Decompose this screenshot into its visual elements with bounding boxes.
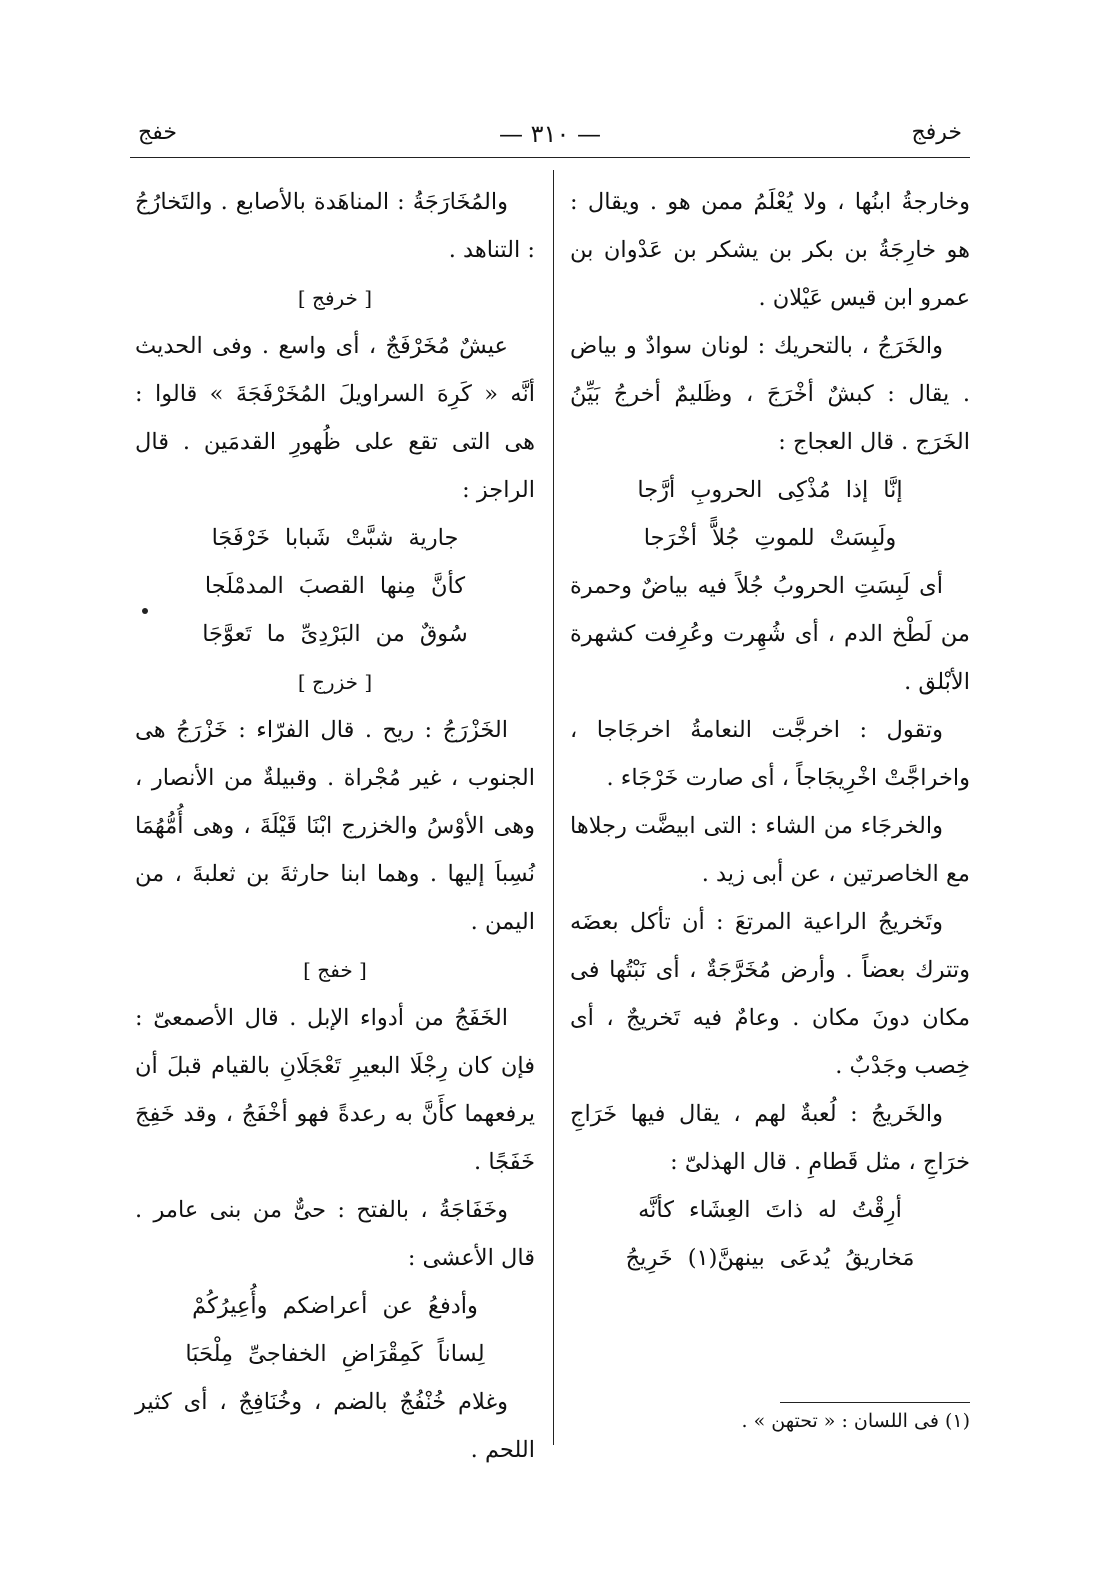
right-column-paragraph: أى لَبِسَتِ الحروبُ جُلاً فيه بياضٌ وحمرة من لَطْخ الدم ، أى شُهِرت وعُرِفت كشهرة الأبْلق .	[570, 573, 970, 695]
footnote: (١) فى اللسان : « تحتهن » .	[741, 1410, 970, 1432]
right-column-paragraph: وتقول : اخرجَّت النعامةُ اخرجَاجا ، واخراجَّتْ اخْرِيجَاجاً ، أى صارت خَرْجَاء .	[570, 717, 970, 791]
right-column-verse-line: إنَّا إذا مُذْكِى الحروبِ أرَّجا	[637, 477, 903, 503]
left-column-entry-heading: [ خفج ]	[303, 958, 367, 982]
left-column-entry-heading: [ خزرج ]	[297, 670, 373, 694]
left-column-paragraph: وغلام خُنْفُجٌ بالضم ، وخُنَافِجٌ ، أى كثير اللحم .	[135, 1389, 535, 1463]
left-column-verse-line: وأدفعُ عن أعراضكم وأُعِيرُكُمْ	[192, 1293, 478, 1319]
left-column-paragraph: والمُخَارَجَةُ : المناهَدة بالأصابع . والتَخارُجُ : التناهد .	[135, 189, 535, 263]
right-column-verse-line: ولَبِسَتْ للموتِ جُلاًّ أخْرَجا	[643, 525, 897, 551]
right-column-verse-line: مَخاريقُ يُدعَى بينهنَّ(١) خَرِيجُ	[625, 1245, 915, 1271]
margin-dot	[142, 608, 148, 614]
footnote-rule	[780, 1402, 970, 1403]
left-column-verse-line: سُوقٌ من البَرْدِىِّ ما تَعوَّجَا	[202, 621, 468, 647]
right-column-verse-line: أرِقْتُ له ذاتَ العِشَاء كأنَّه	[638, 1197, 902, 1223]
header-rule	[130, 157, 970, 158]
left-column-paragraph: الخَزْرَجُ : ريح . قال الفرّاء : خَزْرَجُ هى الجنوب ، غير مُجْراة . وقبيلةٌ من الأنصار ، وهى الأوْسُ والخزرج ابْنَا قَيْلَةَ ، وهى أُمُّهُمَا نُسِباَ إليها . وهما ابنا حارثةَ بن ثعلبةَ ، من اليمن .	[135, 717, 535, 935]
running-head-right: خرفج	[911, 120, 962, 145]
left-column	[135, 178, 535, 1474]
left-column-verse-line: كأنَّ مِنها القصبَ المدمْلَجا	[204, 573, 466, 599]
right-column-paragraph: وتَخريجُ الراعية المرتعَ : أن تأكل بعضَه وتترك بعضاً . وأرض مُخَرَّجَةٌ ، أى نَبْتُها فى مكان دونَ مكان . وعامٌ فيه تَخريجٌ ، أى خِصب وجَدْبٌ .	[570, 909, 970, 1079]
column-divider	[553, 170, 554, 1445]
right-column-paragraph: والخَريجُ : لُعبةٌ لهم ، يقال فيها خَرَاجِ خرَاجِ ، مثل قَطامِ . قال الهذلىّ :	[570, 1101, 970, 1175]
right-column-paragraph: والخرجَاء من الشاء : التى ابيضَّت رجلاها مع الخاصرتين ، عن أبى زيد .	[570, 813, 970, 887]
left-column-verse-line: جارية شبَّتْ شَبابا خَرْفَجَا	[211, 525, 459, 551]
left-column-paragraph: الخَفَجُ من أدواء الإبل . قال الأصمعىّ : فإن كان رِجْلَا البعيرِ تَعْجَلَانِ بالقيام قبلَ أن يرفعهما كأَنَّ به رعدةً فهو أخْفَجُ ، وقد خَفِجَ خَفَجًا .	[135, 1005, 535, 1175]
running-head-left: خفج	[138, 120, 177, 145]
page-number: — ٣١٠ —	[499, 120, 601, 148]
left-column-verse-line: لِساناً كَمِقْرَاضِ الخفاجىِّ مِلْحَبَا	[185, 1341, 485, 1367]
right-column	[570, 178, 970, 1282]
left-column-entry-heading: [ خرفج ]	[297, 286, 373, 310]
right-column-paragraph: وخارجةُ ابنُها ، ولا يُعْلَمُ ممن هو . ويقال : هو خارِجَةُ بن بكر بن يشكر بن عَدْوان بن عمرو ابن قيس عَيْلان .	[570, 189, 970, 311]
left-column-paragraph: وخَفَاجَةُ ، بالفتح : حىٌّ من بنى عامر . قال الأعشى :	[135, 1197, 535, 1271]
page-header	[130, 120, 970, 160]
right-column-paragraph: والخَرَجُ ، بالتحريك : لونان سوادٌ و بياض . يقال : كبشٌ أخْرَجَ ، وظَليمٌ أخرجُ بَيِّنُ الخَرَج . قال العجاج :	[570, 333, 970, 455]
left-column-paragraph: عيشٌ مُخَرْفَجٌ ، أى واسع . وفى الحديث أنَّه « كَرِهَ السراويلَ المُخَرْفَجَةَ » قالوا : هى التى تقع على ظُهورِ القدمَين . قال الراجز :	[135, 333, 535, 503]
